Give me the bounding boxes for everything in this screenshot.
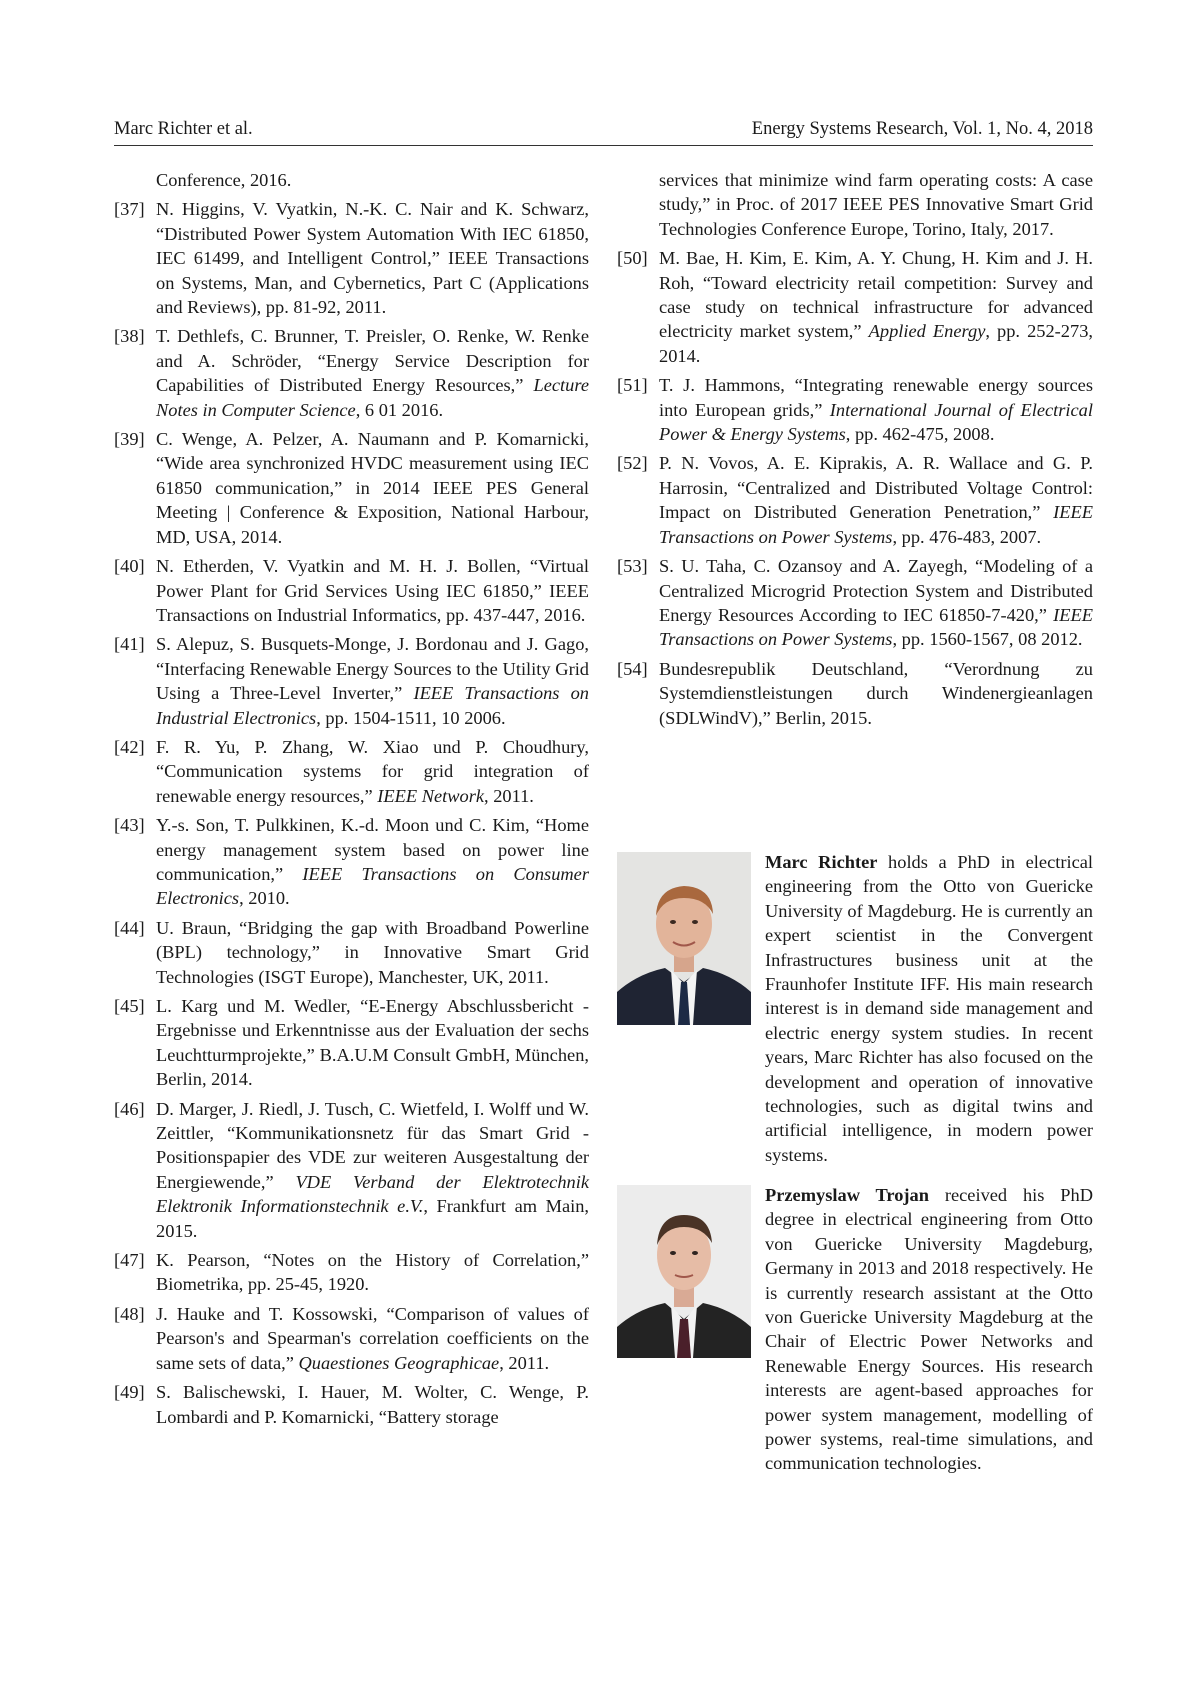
reference-text: U. Braun, “Bridging the gap with Broadband Powerline (BPL) technology,” in Innovative Smart Grid Technologies (ISGT Europe), Manchester, UK, 2011.: [156, 917, 589, 987]
reference-text: N. Higgins, V. Vyatkin, N.-K. C. Nair and K. Schwarz, “Distributed Power System Automation With IEC 61850, IEC 61499, and Intelligent Control,” IEEE Transactions on Systems, Man, and Cybernetics, Part C (Applications and Reviews), pp. 81-92, 2011.: [156, 199, 589, 318]
reference-item: [114, 1248, 589, 1297]
reference-item: [617, 451, 1093, 549]
reference-number: [52]: [617, 453, 648, 474]
header-journal: Energy Systems Research, Vol. 1, No. 4, 2018: [751, 119, 1093, 139]
reference-text: C. Wenge, A. Pelzer, A. Naumann and P. Komarnicki, “Wide area synchronized HVDC measurement using IEC 61850 communication,” in 2014 IEEE PES General Meeting | Conference & Exposition, National Harbour, MD, USA, 2014.: [156, 429, 589, 547]
reference-number: [47]: [114, 1250, 145, 1271]
reference-number: [44]: [114, 917, 145, 938]
reference-number: [49]: [114, 1382, 145, 1403]
reference-continuation: services that minimize wind farm operating costs: A case study,” in Proc. of 2017 IEEE PES Innovative Smart Grid Technologies Conference Europe, Torino, Italy, 2017.: [659, 170, 1093, 239]
reference-text: L. Karg und M. Wedler, “E-Energy Abschlussbericht - Ergebnisse und Erkenntnisse aus der Evaluation der sechs Leuchtturmprojekte,” B.A.U.M Consult GmbH, München, Berlin, 2014.: [156, 996, 589, 1090]
reference-venue: Quaestiones Geographicae: [298, 1352, 500, 1373]
reference-number: [45]: [114, 996, 145, 1016]
reference-item: [114, 1380, 589, 1429]
author-photo: [617, 852, 751, 1025]
reference-text: S. Alepuz, S. Busquets-Monge, J. Bordonau and J. Gago, “Interfacing Renewable Energy Sources to the Utility Grid Using a Three-Level Inverter,”: [156, 634, 589, 704]
reference-text: Y.-s. Son, T. Pulkkinen, K.-d. Moon und C. Kim, “Home energy management system based on power line communication,”: [156, 815, 589, 884]
reference-text: , 2011.: [484, 785, 534, 806]
reference-item: [617, 373, 1093, 446]
reference-text: , 2011.: [499, 1352, 550, 1373]
reference-text: , 2010.: [239, 888, 290, 909]
left-column: [114, 168, 589, 1434]
bio-text: Przemyslaw Trojan received his PhD degree in electrical engineering from Otto von Guericke University Magdeburg, Germany in 2013 and 2018 respectively. He is currently research assistant at the Otto von Guericke University Magdeburg at the Chair of Electric Power Networks and Renewable Energy Sources. His research interests are agent-based approaches for power system management, modelling of power systems, real-time simulations, and communication technologies.: [765, 1185, 1094, 1474]
reference-text: , pp. 462-475, 2008.: [845, 424, 995, 445]
reference-number: [51]: [617, 375, 648, 396]
reference-item: [617, 554, 1093, 652]
reference-item: [114, 324, 589, 422]
reference-text: , pp. 476-483, 2007.: [892, 526, 1042, 547]
reference-text: , pp. 1504-1511, 10 2006.: [316, 707, 506, 728]
reference-text: S. U. Taha, C. Ozansoy and A. Zayegh, “Modeling of a Centralized Microgrid Protection System and Distributed Energy Resources According to IEC 61850-7-420,”: [659, 556, 1093, 625]
reference-number: [50]: [617, 248, 648, 269]
author-name: Marc Richter: [765, 852, 878, 872]
reference-text: N. Etherden, V. Vyatkin and M. H. J. Bollen, “Virtual Power Plant for Grid Services Using IEC 61850,” IEEE Transactions on Industrial Informatics, pp. 437-447, 2016.: [156, 556, 589, 625]
author-bio-richter: [617, 850, 1094, 1165]
reference-text: , pp. 1560-1567, 08 2012.: [892, 629, 1083, 650]
reference-item: [114, 632, 589, 730]
reference-venue: IEEE Network: [377, 785, 485, 806]
reference-text: , 6 01 2016.: [355, 399, 444, 420]
reference-continuation: Conference, 2016.: [156, 170, 292, 190]
reference-text: , pp. 252-273, 2014.: [659, 321, 1093, 366]
reference-venue: IEEE Transactions on Power Systems: [659, 604, 1093, 650]
reference-text: D. Marger, J. Riedl, J. Tusch, C. Wietfeld, I. Wolff und W. Zeittler, “Kommunikationsnetz für das Smart Grid - Positionspapier des VDE zur weiteren Ausgestaltung der Energiewende,”: [156, 1098, 589, 1192]
reference-text: K. Pearson, “Notes on the History of Correlation,” Biometrika, pp. 25-45, 1920.: [156, 1250, 589, 1295]
reference-number: [38]: [114, 326, 145, 347]
reference-text: , Frankfurt am Main, 2015.: [156, 1196, 590, 1241]
header-authors: Marc Richter et al.: [114, 119, 253, 139]
reference-number: [46]: [114, 1098, 145, 1119]
reference-list-left: [114, 197, 589, 1429]
reference-venue: IEEE Transactions on Power Systems: [659, 502, 1093, 547]
right-column: [617, 168, 1093, 735]
reference-item: [114, 994, 589, 1092]
reference-item: [114, 916, 589, 989]
reference-item: [114, 197, 589, 319]
reference-item: [617, 246, 1093, 368]
reference-venue: Lecture Notes in Computer Science: [156, 375, 589, 420]
reference-item: [114, 813, 589, 911]
reference-item: [114, 427, 589, 549]
reference-number: [41]: [114, 634, 145, 655]
reference-number: [37]: [114, 199, 145, 220]
reference-list-right: [617, 246, 1093, 730]
reference-item: [114, 554, 589, 627]
reference-item: [114, 1302, 589, 1375]
reference-venue: Applied Energy: [868, 321, 986, 342]
reference-venue: International Journal of Electrical Power & Energy Systems: [659, 399, 1093, 445]
reference-text: Bundesrepublik Deutschland, “Verordnung zu Systemdienstleistungen durch Windenergieanlagen (SDLWindV),” Berlin, 2015.: [659, 658, 1093, 728]
reference-text: P. N. Vovos, A. E. Kiprakis, A. R. Wallace and G. P. Harrosin, “Centralized and Distributed Voltage Control: Impact on Distributed Generation Penetration,”: [659, 453, 1093, 523]
author-bio-trojan: [617, 1183, 1093, 1493]
bio-text: Marc Richter holds a PhD in electrical engineering from the Otto von Guericke University of Magdeburg. He is currently an expert scientist in the Convergent Infrastructures business unit at the Fraunhofer Institute IFF. His main research interest is in demand side management and electric energy system studies. In recent years, Marc Richter has also focused on the development and operation of innovative technologies, such as digital twins and artificial intelligence, in modern power systems.: [765, 852, 1094, 1165]
reference-text: M. Bae, H. Kim, E. Kim, A. Y. Chung, H. Kim and J. H. Roh, “Toward electricity retail competition: Survey and case study on technical infrastructure for advanced electricity market system,”: [659, 248, 1093, 342]
reference-number: [42]: [114, 736, 145, 757]
reference-number: [39]: [114, 429, 145, 450]
author-name: Przemyslaw Trojan: [765, 1185, 929, 1205]
reference-venue: VDE Verband der Elektrotechnik Elektronik Informationstechnik e.V.: [156, 1171, 589, 1217]
author-photo: [617, 1185, 751, 1358]
reference-number: [40]: [114, 556, 145, 577]
reference-number: [53]: [617, 556, 648, 577]
reference-text: F. R. Yu, P. Zhang, W. Xiao und P. Choudhury, “Communication systems for grid integration of renewable energy resources,”: [156, 736, 589, 806]
reference-text: S. Balischewski, I. Hauer, M. Wolter, C. Wenge, P. Lombardi and P. Komarnicki, “Battery storage: [156, 1382, 589, 1427]
reference-item: [114, 735, 589, 808]
reference-number: [43]: [114, 815, 145, 836]
reference-text: T. J. Hammons, “Integrating renewable energy sources into European grids,”: [659, 375, 1093, 420]
reference-number: [54]: [617, 658, 648, 679]
reference-number: [48]: [114, 1303, 145, 1324]
reference-text: T. Dethlefs, C. Brunner, T. Preisler, O. Renke, W. Renke and A. Schröder, “Energy Service Description for Capabilities of Distributed Energy Resources,”: [156, 326, 589, 396]
running-header: [114, 117, 1093, 146]
reference-item: [114, 1097, 589, 1243]
reference-venue: IEEE Transactions on Consumer Electronics: [156, 863, 589, 909]
reference-item: [617, 657, 1093, 730]
reference-venue: IEEE Transactions on Industrial Electronics: [156, 683, 590, 728]
reference-text: J. Hauke and T. Kossowski, “Comparison of values of Pearson's and Spearman's correlation coefficients on the same sets of data,”: [156, 1303, 589, 1373]
